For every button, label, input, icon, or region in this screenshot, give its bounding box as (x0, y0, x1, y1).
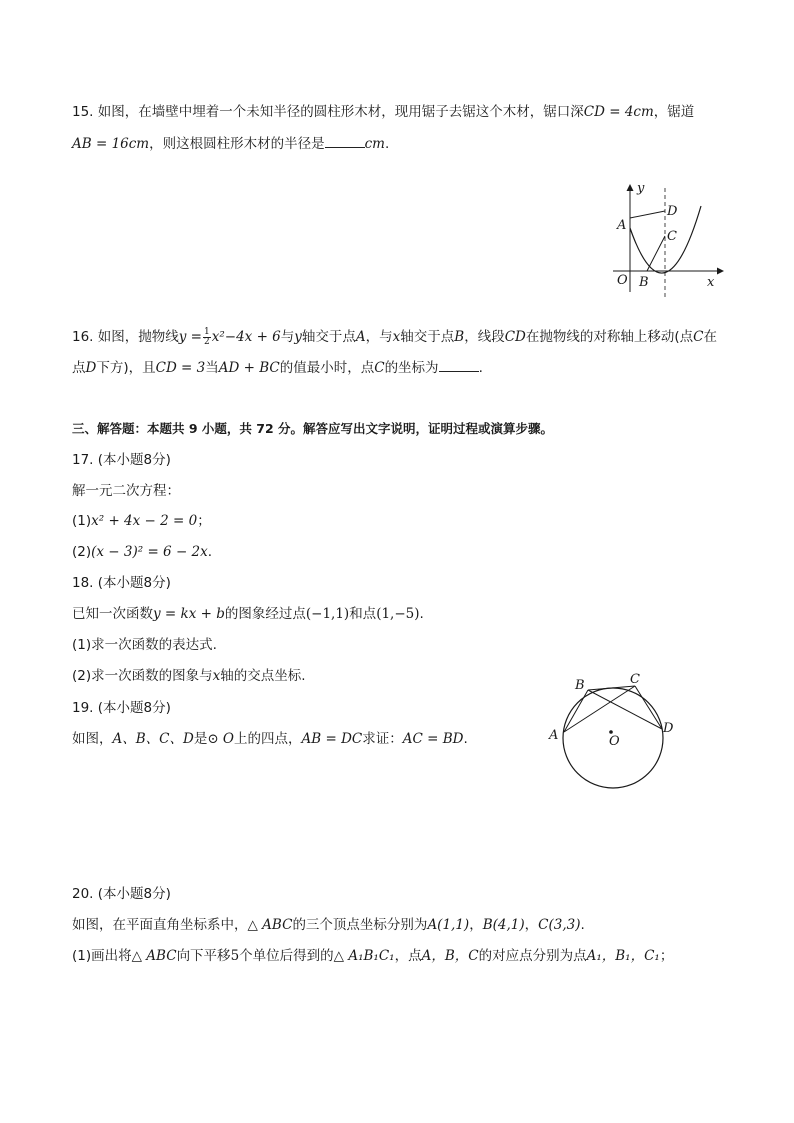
q18-intro: 已知一次函数y = kx + b的图象经过点(−1,1)和点(1,−5). (72, 606, 424, 622)
label-a: A (617, 218, 627, 233)
label-x: x (707, 275, 715, 290)
q16-line1: 16. 如图，抛物线y = $\frac{1}{2}$ x²−4x + 6与y轴交于点A，与x轴交于点B，线段CD在抛物线的对称轴上移动(点C在 (72, 326, 717, 347)
answer-blank[interactable] (325, 133, 365, 148)
fraction-one-half: $\frac{1}{2}$ (204, 326, 210, 347)
label-b: B (639, 275, 649, 290)
q20-line2: (1)画出将△ ABC向下平移5个单位后得到的△ A₁B₁C₁，点A，B，C的对应点分别为点A₁，B₁，C₁； (72, 948, 674, 964)
segment-ad (630, 211, 665, 218)
label-d: D (663, 721, 674, 736)
segment-bc (647, 236, 665, 271)
label-y: y (637, 181, 645, 196)
q16-line2: 点D下方)，且CD = 3当AD + BC的值最小时，点C的坐标为 . (72, 357, 483, 378)
section-heading: 三、解答题：本题共 9 小题，共 72 分。解答应写出文字说明，证明过程或演算步骤。 (72, 421, 554, 436)
q20-line1: 如图，在平面直角坐标系中，△ ABC的三个顶点坐标分别为A(1,1)，B(4,1)，C(3,3). (72, 917, 585, 933)
q15-line2: AB = 16cm，则这根圆柱形木材的半径是 cm. (72, 133, 389, 154)
q15-ab-expr: AB = 16cm (72, 136, 150, 152)
q15-cd-expr: CD = 4cm (583, 104, 654, 120)
label-d: D (667, 204, 678, 219)
q17-title: 17. (本小题8分) (72, 452, 171, 468)
label-o: O (617, 273, 628, 288)
label-a: A (549, 728, 559, 743)
q19-text: 如图，A、B、C、D是⊙ O上的四点，AB = DC求证：AC = BD. (72, 731, 468, 747)
label-b: B (575, 678, 585, 693)
q17-intro: 解一元二次方程： (72, 483, 180, 499)
chord-cd (635, 686, 662, 729)
q18-part2: (2)求一次函数的图象与x轴的交点坐标. (72, 668, 306, 684)
label-c: C (667, 229, 677, 244)
q15-line1: 15. 如图，在墙壁中埋着一个未知半径的圆柱形木材，现用锯子去锯这个木材，锯口深CD = 4cm，锯道 (72, 104, 695, 120)
q19-title: 19. (本小题8分) (72, 700, 171, 716)
label-o: O (609, 734, 620, 749)
q17-part1: (1)x² + 4x − 2 = 0； (72, 513, 211, 529)
circle-figure (545, 672, 685, 792)
parabola-figure (605, 180, 735, 300)
chord-ab (564, 690, 588, 732)
q17-part2: (2)(x − 3)² = 6 − 2x. (72, 544, 213, 560)
q18-title: 18. (本小题8分) (72, 575, 171, 591)
chord-bc (588, 686, 635, 690)
label-c: C (630, 672, 640, 687)
q20-title: 20. (本小题8分) (72, 886, 171, 902)
answer-blank[interactable] (439, 357, 479, 372)
q18-part1: (1)求一次函数的表达式. (72, 637, 217, 653)
